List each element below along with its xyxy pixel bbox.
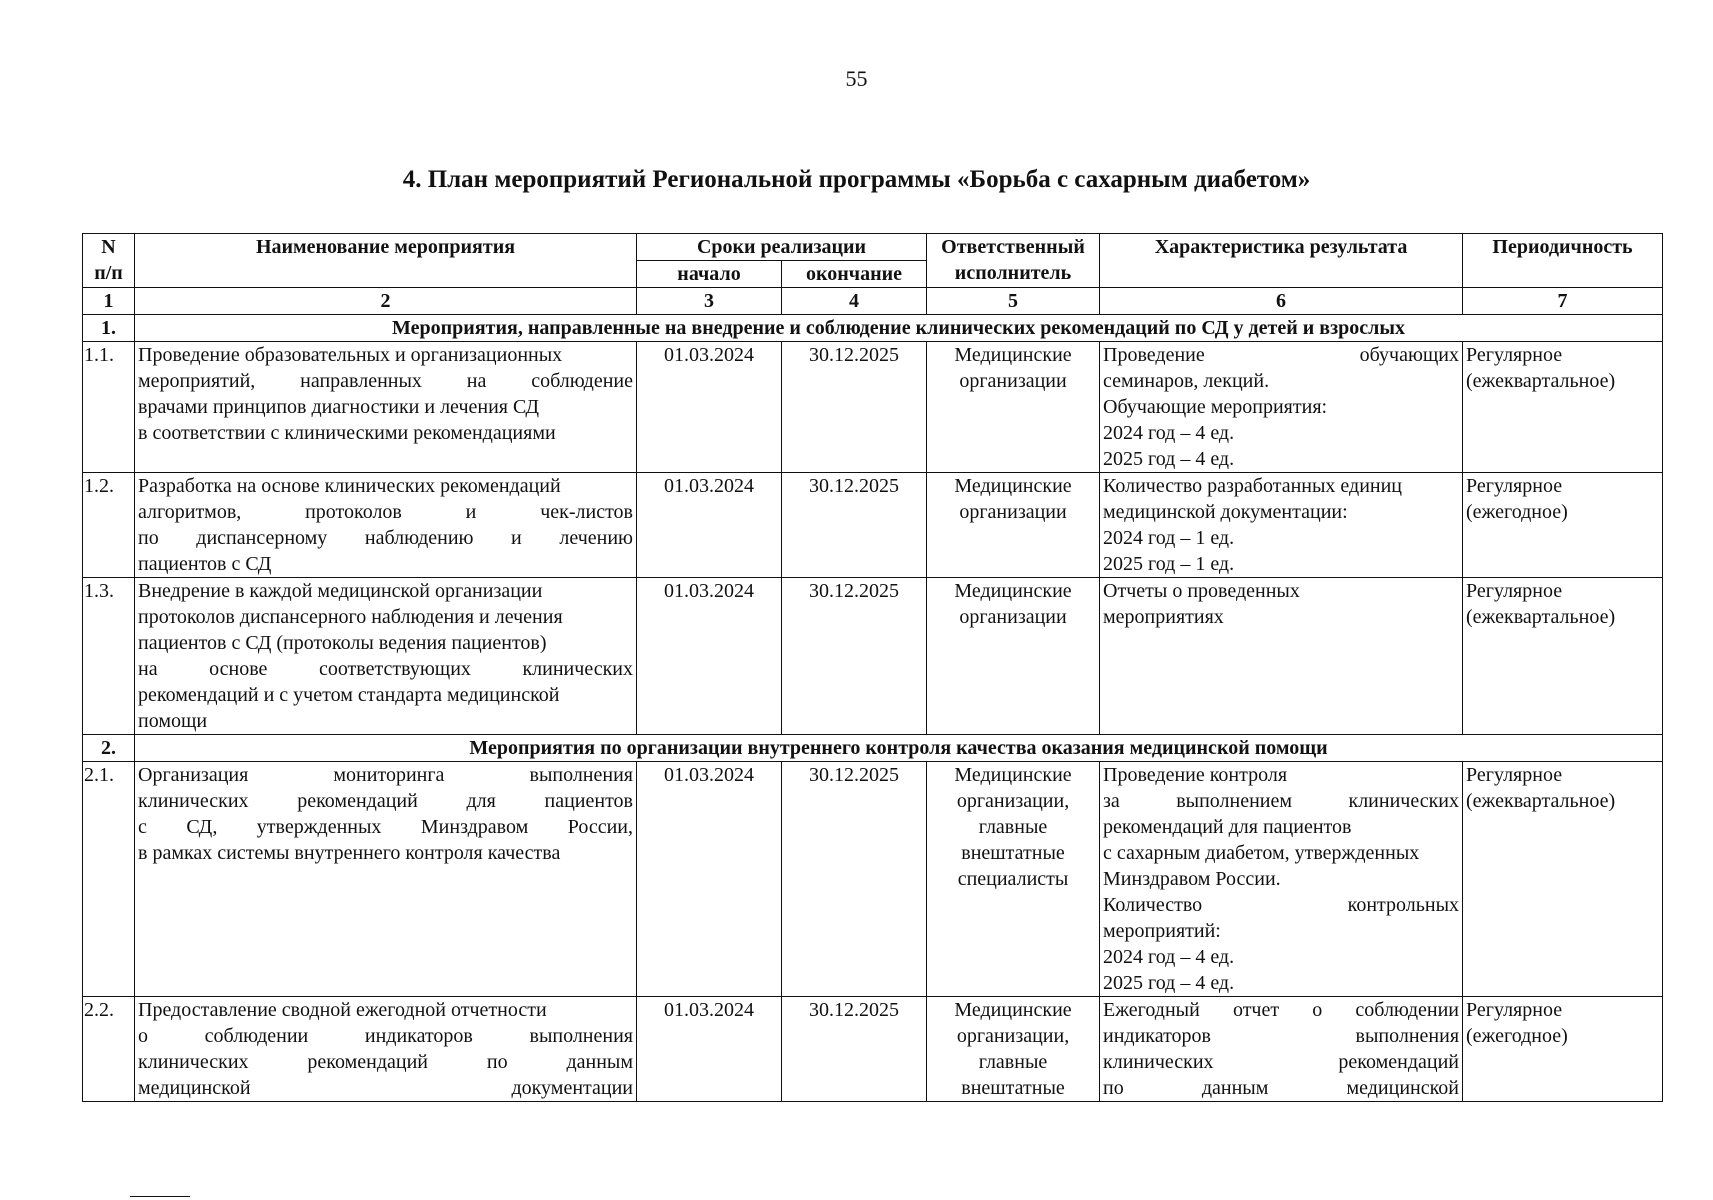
activity-name [135, 473, 637, 578]
plan-body [83, 315, 1663, 1102]
column-number: 7 [1463, 288, 1663, 315]
responsible-line: специалисты [957, 868, 1069, 890]
column-number: 3 [637, 288, 782, 315]
responsible-executor [927, 342, 1100, 473]
header-start: начало [637, 261, 782, 288]
periodicity [1463, 578, 1663, 735]
result-line: Ежегодный отчет о соблюдении [1103, 999, 1460, 1021]
column-number: 4 [782, 288, 927, 315]
section-title: Мероприятия по организации внутреннего контроля качества оказания медицинской помощи [135, 735, 1663, 762]
activity-name-line: врачами принципов диагностики и лечения СД [138, 396, 539, 418]
result-line: Количество контрольных [1103, 894, 1460, 916]
activity-name-line: Организация мониторинга выполнения [138, 764, 633, 786]
responsible-executor [927, 762, 1100, 997]
activity-name-line: клинических рекомендаций для пациентов [138, 790, 633, 812]
end-date: 30.12.2025 [782, 762, 927, 997]
end-date: 30.12.2025 [782, 578, 927, 735]
result-line: Обучающие мероприятия: [1103, 396, 1328, 418]
responsible-line: внештатные [961, 842, 1065, 864]
result-line: медицинской документации: [1103, 501, 1348, 523]
header-responsible-line: Ответственный [941, 236, 1085, 258]
responsible-line: организации, [956, 790, 1070, 812]
responsible-line: Медицинские [954, 580, 1072, 602]
header-num-line: п/п [94, 262, 123, 284]
periodicity-line: (ежегодное) [1466, 501, 1568, 523]
activity-name [135, 997, 637, 1102]
column-number: 5 [927, 288, 1100, 315]
activity-name-line: пациентов с СД [138, 553, 272, 575]
activity-name-line: протоколов диспансерного наблюдения и лечения [138, 606, 563, 628]
responsible-line: главные [978, 1051, 1048, 1073]
activity-name-line: помощи [138, 710, 208, 732]
periodicity [1463, 342, 1663, 473]
end-date: 30.12.2025 [782, 997, 927, 1102]
start-date: 01.03.2024 [637, 473, 782, 578]
activity-name-line: рекомендаций и с учетом стандарта медицинской [138, 684, 560, 706]
header-responsible [927, 234, 1100, 288]
section-number: 1. [83, 315, 135, 342]
activity-name [135, 578, 637, 735]
section-row [83, 735, 1663, 762]
periodicity-line: Регулярное [1466, 764, 1563, 786]
table-row [83, 578, 1663, 735]
column-number: 6 [1100, 288, 1463, 315]
responsible-line: главные [978, 816, 1048, 838]
result-line: индикаторов выполнения [1103, 1025, 1460, 1047]
start-date: 01.03.2024 [637, 997, 782, 1102]
responsible-line: организации [959, 370, 1067, 392]
result-line: 2025 год – 4 ед. [1103, 972, 1235, 994]
periodicity-line: Регулярное [1466, 475, 1563, 497]
result-line: семинаров, лекций. [1103, 370, 1270, 392]
column-number: 2 [135, 288, 637, 315]
row-number: 1.1. [83, 342, 135, 473]
row-number: 1.3. [83, 578, 135, 735]
result-description [1100, 762, 1463, 997]
result-line: клинических рекомендаций [1103, 1051, 1460, 1073]
result-description [1100, 578, 1463, 735]
result-description [1100, 473, 1463, 578]
responsible-executor [927, 997, 1100, 1102]
activity-name-line: по диспансерному наблюдению и лечению [138, 527, 633, 549]
activity-name-line: в соответствии с клиническими рекомендациями [138, 422, 556, 444]
activity-name-line: Внедрение в каждой медицинской организации [138, 580, 543, 602]
activity-name-line: мероприятий, направленных на соблюдение [138, 370, 633, 392]
result-line: 2024 год – 4 ед. [1103, 946, 1235, 968]
activity-name-line: о соблюдении индикаторов выполнения [138, 1025, 633, 1047]
periodicity-line: (ежеквартальное) [1466, 606, 1616, 628]
document-title: 4. План мероприятий Региональной программы «Борьба с сахарным диабетом» [402, 166, 1311, 193]
result-description [1100, 342, 1463, 473]
header-end: окончание [782, 261, 927, 288]
end-date: 30.12.2025 [782, 473, 927, 578]
responsible-line: Медицинские [954, 475, 1072, 497]
periodicity-line: (ежегодное) [1466, 1025, 1568, 1047]
responsible-line: Медицинские [954, 764, 1072, 786]
responsible-line: организации, [956, 1025, 1070, 1047]
column-numbers-row [83, 288, 1663, 315]
periodicity-line: Регулярное [1466, 999, 1563, 1021]
start-date: 01.03.2024 [637, 342, 782, 473]
activity-name-line: клинических рекомендаций по данным [138, 1051, 633, 1073]
start-date: 01.03.2024 [637, 578, 782, 735]
section-row [83, 315, 1663, 342]
responsible-executor [927, 578, 1100, 735]
activity-name-line: на основе соответствующих клинических [138, 658, 633, 680]
activity-name-line: в рамках системы внутреннего контроля качества [138, 842, 561, 864]
result-line: 2024 год – 1 ед. [1103, 527, 1235, 549]
responsible-line: организации [959, 501, 1067, 523]
result-line: Проведение контроля [1103, 764, 1288, 786]
periodicity [1463, 762, 1663, 997]
periodicity-line: Регулярное [1466, 580, 1563, 602]
table-row [83, 997, 1663, 1102]
result-line: рекомендаций для пациентов [1103, 816, 1352, 838]
header-terms: Сроки реализации [637, 234, 927, 261]
activities-plan-table [82, 233, 1663, 1102]
row-number: 2.1. [83, 762, 135, 997]
activity-name-line: Проведение образовательных и организационных [138, 344, 563, 366]
activity-name-line: пациентов с СД (протоколы ведения пациентов) [138, 632, 547, 654]
result-line: за выполнением клинических [1103, 790, 1460, 812]
periodicity [1463, 473, 1663, 578]
activity-name-line: Разработка на основе клинических рекомендаций [138, 475, 561, 497]
activity-name-line: Предоставление сводной ежегодной отчетности [138, 999, 547, 1021]
responsible-line: Медицинские [954, 344, 1072, 366]
result-line: по данным медицинской [1103, 1077, 1460, 1099]
start-date: 01.03.2024 [637, 762, 782, 997]
activity-name-line: с СД, утвержденных Минздравом России, [138, 816, 633, 838]
responsible-executor [927, 473, 1100, 578]
activity-name-line: алгоритмов, протоколов и чек-листов [138, 501, 633, 523]
header-num-line: N [101, 236, 116, 258]
header-period: Периодичность [1463, 234, 1663, 288]
result-line: Отчеты о проведенных [1103, 580, 1300, 602]
activity-name [135, 342, 637, 473]
header-result: Характеристика результата [1100, 234, 1463, 288]
result-description [1100, 997, 1463, 1102]
header-responsible-line: исполнитель [954, 262, 1072, 284]
result-line: с сахарным диабетом, утвержденных [1103, 842, 1420, 864]
page-number: 55 [845, 66, 868, 91]
periodicity [1463, 997, 1663, 1102]
column-number: 1 [83, 288, 135, 315]
periodicity-line: (ежеквартальное) [1466, 790, 1616, 812]
periodicity-line: (ежеквартальное) [1466, 370, 1616, 392]
header-num [83, 234, 135, 288]
result-line: Минздравом России. [1103, 868, 1281, 890]
periodicity-line: Регулярное [1466, 344, 1563, 366]
section-number: 2. [83, 735, 135, 762]
table-row [83, 762, 1663, 997]
end-date: 30.12.2025 [782, 342, 927, 473]
responsible-line: Медицинские [954, 999, 1072, 1021]
header-name: Наименование мероприятия [135, 234, 637, 288]
result-line: 2024 год – 4 ед. [1103, 422, 1235, 444]
table-row [83, 473, 1663, 578]
responsible-line: внештатные [961, 1077, 1065, 1099]
responsible-line: организации [959, 606, 1067, 628]
row-number: 1.2. [83, 473, 135, 578]
result-line: 2025 год – 1 ед. [1103, 553, 1235, 575]
result-line: Проведение обучающих [1103, 344, 1460, 366]
activity-name [135, 762, 637, 997]
result-line: 2025 год – 4 ед. [1103, 448, 1235, 470]
result-line: мероприятий: [1103, 920, 1221, 942]
row-number: 2.2. [83, 997, 135, 1102]
activity-name-line: медицинской документации [138, 1077, 633, 1099]
result-line: Количество разработанных единиц [1103, 475, 1403, 497]
table-row [83, 342, 1663, 473]
footnote-divider [130, 1196, 190, 1197]
section-title: Мероприятия, направленные на внедрение и соблюдение клинических рекомендаций по СД у детей и взрослых [135, 315, 1663, 342]
result-line: мероприятиях [1103, 606, 1224, 628]
